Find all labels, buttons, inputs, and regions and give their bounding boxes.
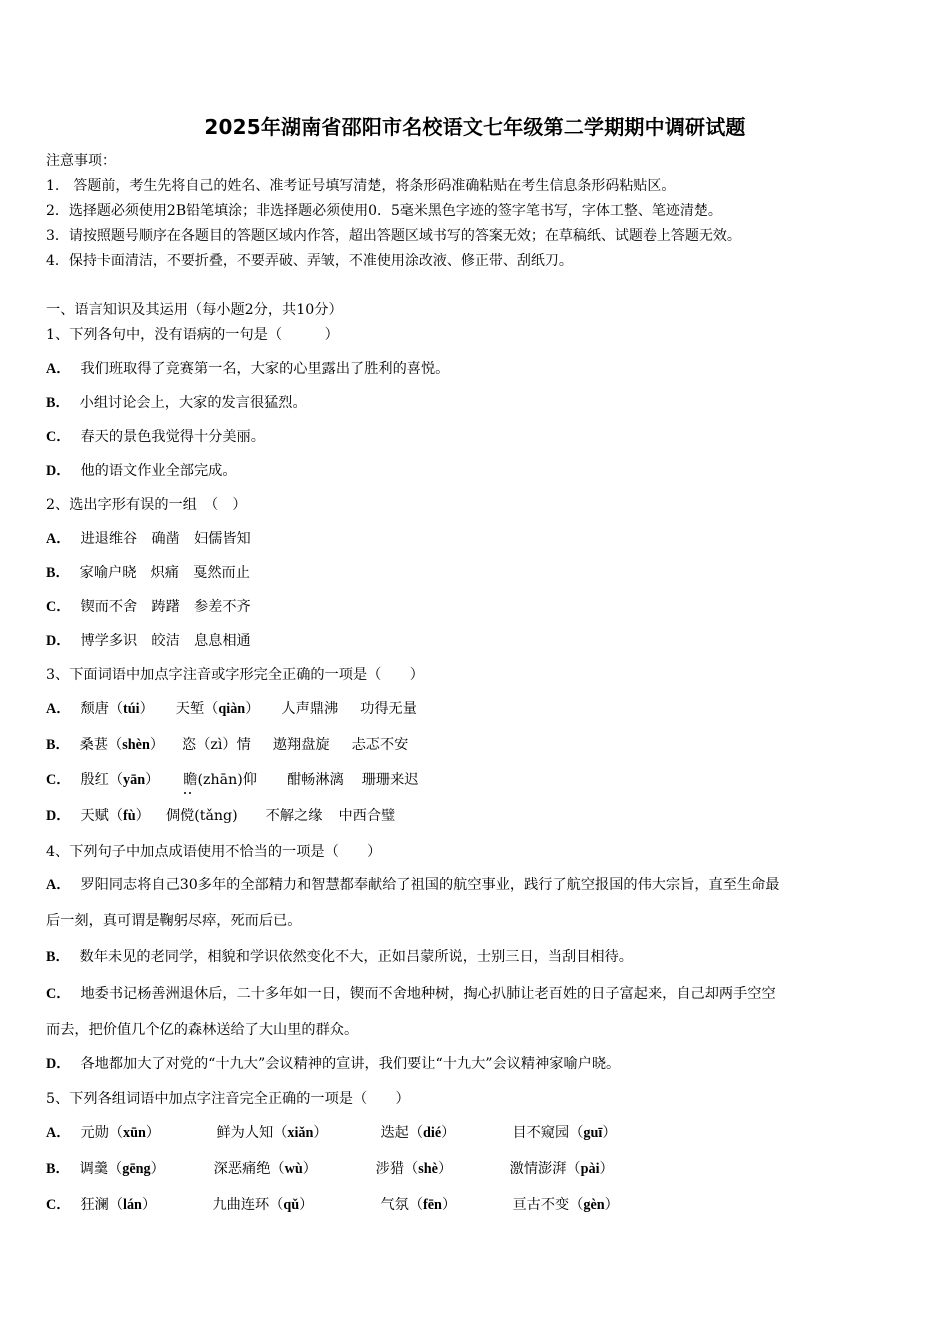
- option-letter: A．: [46, 531, 71, 547]
- option-term: 鲜为人知（: [216, 1125, 288, 1141]
- option-a: [46, 700, 417, 718]
- option-term: ）: [135, 808, 150, 824]
- option-term: 功得无量: [360, 701, 417, 717]
- option-d: [46, 632, 251, 650]
- option-term: 亘古不变（: [512, 1197, 584, 1213]
- option-term: 酣畅淋漓: [286, 772, 344, 788]
- option-letter: A．: [46, 1125, 71, 1141]
- pinyin: túi: [123, 701, 140, 717]
- option-term: 涉猎（: [375, 1161, 419, 1177]
- question-stem: 4、下列句子中加点成语使用不恰当的一项是（ ）: [46, 844, 382, 860]
- option-text: 春天的景色我觉得十分美丽。: [80, 429, 265, 445]
- option-b: [46, 1160, 614, 1178]
- option-term: 目不窥园（: [512, 1125, 584, 1141]
- option-a: [46, 530, 251, 548]
- option-term: 狂澜（: [80, 1197, 124, 1213]
- option-term: 殷红（: [80, 772, 124, 788]
- option-c: [46, 598, 251, 616]
- option-letter: A．: [46, 877, 71, 893]
- option-term: ）: [441, 1125, 456, 1141]
- option-term: 气氛（: [380, 1197, 424, 1213]
- option-term: ）: [599, 1161, 614, 1177]
- option-letter: A．: [46, 701, 71, 717]
- option-text: 小组讨论会上，大家的发言很猛烈。: [79, 395, 307, 411]
- option-c: [46, 985, 776, 1003]
- option-text: 罗阳同志将自己30多年的全部精力和智慧都奉献给了祖国的航空事业，践行了航空报国的伟大宗旨，直至生命最: [80, 877, 780, 893]
- notice-heading: 注意事项：: [46, 153, 116, 169]
- option-term: ）: [245, 701, 260, 717]
- question-stem: 5、下列各组词语中加点字注音完全正确的一项是（ ）: [46, 1091, 410, 1107]
- option-c: [46, 428, 265, 446]
- option-letter: B．: [46, 395, 70, 411]
- pinyin: xiǎn: [287, 1125, 314, 1141]
- option-term: 忐忑不安: [351, 737, 409, 753]
- option-letter: C．: [46, 986, 71, 1002]
- option-text: 进退维谷 确凿 妇儒皆知: [80, 531, 251, 547]
- pinyin: gèn: [583, 1197, 605, 1213]
- option-term: 颓唐（: [80, 701, 124, 717]
- option-c: [46, 1196, 619, 1214]
- option-term: ）: [299, 1197, 314, 1213]
- option-term: 不解之缘: [265, 808, 323, 824]
- option-c: [46, 771, 418, 789]
- option-term: 九曲连环（: [212, 1197, 284, 1213]
- option-term: 中西合璧: [338, 808, 396, 824]
- pinyin: wù: [284, 1161, 303, 1177]
- option-a: [46, 360, 449, 378]
- option-text: 锲而不舍 踌躇 参差不齐: [80, 599, 251, 615]
- option-text: 博学多识 皎洁 息息相通: [80, 633, 251, 649]
- option-term: ）: [145, 1125, 161, 1141]
- section-heading: 一、语言知识及其运用（每小题2分，共10分）: [46, 302, 343, 318]
- option-term: ）: [141, 1197, 157, 1213]
- option-letter: D．: [46, 463, 71, 479]
- question-stem: 2、选出字形有误的一组 （ ）: [46, 497, 247, 513]
- notice-item: 2．选择题必须使用2B铅笔填涂；非选择题必须使用0．5毫米黑色字迹的签字笔书写，字体工整、笔迹清楚。: [46, 203, 722, 219]
- question-stem: 3、下面词语中加点字注音或字形完全正确的一项是（ ）: [46, 667, 424, 683]
- option-letter: D．: [46, 633, 71, 649]
- option-term: ）: [604, 1197, 619, 1213]
- option-term: ）: [602, 1125, 617, 1141]
- pinyin: yān: [123, 772, 146, 788]
- option-text: 各地都加大了对党的“十九大”会议精神的宣讲，我们要让“十九大”会议精神家喻户晓。: [80, 1056, 621, 1072]
- option-term: ）: [149, 737, 165, 753]
- option-letter: B．: [46, 949, 70, 965]
- option-term: ）: [441, 1197, 457, 1213]
- option-letter: C．: [46, 1197, 71, 1213]
- option-text: 家喻户晓 炽痛 戛然而止: [79, 565, 250, 581]
- option-term: 元勋（: [80, 1125, 124, 1141]
- pinyin: lán: [123, 1197, 142, 1213]
- notice-item: 3．请按照题号顺序在各题目的答题区域内作答，超出答题区域书写的答案无效；在草稿纸、试题卷上答题无效。: [46, 228, 741, 244]
- option-term: 深恶痛绝（: [213, 1161, 285, 1177]
- option-a: [46, 1124, 617, 1142]
- option-letter: C．: [46, 772, 71, 788]
- page-title: 2025年湖南省邵阳市名校语文七年级第二学期期中调研试题: [204, 115, 746, 139]
- option-a-continued: 后一刻，真可谓是鞠躬尽瘁，死而后已。: [46, 913, 302, 929]
- option-term: ）: [139, 701, 154, 717]
- option-b: [46, 564, 250, 582]
- option-d: [46, 462, 237, 480]
- pinyin: guī: [583, 1125, 603, 1141]
- option-letter: B．: [46, 565, 70, 581]
- option-term: 人声鼎沸: [281, 701, 339, 717]
- option-term: ）: [437, 1161, 453, 1177]
- option-letter: A．: [46, 361, 71, 377]
- option-letter: C．: [46, 599, 71, 615]
- option-term: 倜傥(tǎng): [165, 808, 238, 824]
- option-text: 我们班取得了竞赛第一名，大家的心里露出了胜利的喜悦。: [80, 361, 450, 377]
- option-letter: B．: [46, 1161, 70, 1177]
- option-term: 天堑（: [175, 701, 219, 717]
- option-term: 天赋（: [80, 808, 124, 824]
- pinyin: fēn: [423, 1197, 442, 1213]
- question-stem: 1、下列各句中，没有语病的一句是（ ）: [46, 327, 339, 343]
- pinyin: shèn: [122, 737, 150, 753]
- pinyin: dié: [423, 1125, 442, 1141]
- option-d: [46, 1055, 620, 1073]
- option-term: 迭起（: [380, 1125, 424, 1141]
- pinyin: qǔ: [283, 1197, 300, 1213]
- option-text: 数年未见的老同学，相貌和学识依然变化不大，正如吕蒙所说，士别三日，当刮目相待。: [79, 949, 633, 965]
- pinyin: pài: [580, 1161, 600, 1177]
- option-text: 地委书记杨善洲退休后，二十多年如一日，锲而不舍地种树，掏心扒肺让老百姓的日子富起来，自己却两手空空: [80, 986, 776, 1002]
- option-d: [46, 807, 395, 825]
- option-b: [46, 394, 307, 412]
- pinyin: xūn: [123, 1125, 146, 1141]
- option-term: 珊珊来迟: [361, 772, 419, 788]
- option-term: 遨翔盘旋: [272, 737, 330, 753]
- option-term: 桑葚（: [79, 737, 123, 753]
- pinyin: shè: [418, 1161, 438, 1177]
- option-letter: B．: [46, 737, 70, 753]
- notice-item: 1. 答题前，考生先将自己的姓名、准考证号填写清楚，将条形码准确粘贴在考生信息条形码粘贴区。: [46, 178, 676, 194]
- option-letter: C．: [46, 429, 71, 445]
- option-term: 调羹（: [79, 1161, 123, 1177]
- option-b: [46, 948, 633, 966]
- option-a: [46, 876, 780, 894]
- option-term: ）: [313, 1125, 328, 1141]
- option-c-continued: 而去，把价值几个亿的森林送给了大山里的群众。: [46, 1022, 359, 1038]
- option-term: ）: [302, 1161, 317, 1177]
- option-term: 激情澎湃（: [509, 1161, 581, 1177]
- pinyin: gēng: [122, 1161, 151, 1177]
- option-b: [46, 736, 408, 754]
- pinyin: qiàn: [218, 701, 246, 717]
- option-letter: D．: [46, 1056, 71, 1072]
- option-term: 瞻(zhān)仰: [183, 772, 257, 788]
- pinyin: fù: [123, 808, 136, 824]
- option-term: 恣（zì）情: [182, 737, 251, 753]
- option-term: ）: [150, 1161, 165, 1177]
- option-text: 他的语文作业全部完成。: [80, 463, 237, 479]
- option-term: ）: [145, 772, 160, 788]
- notice-item: 4．保持卡面清洁，不要折叠，不要弄破、弄皱，不准使用涂改液、修正带、刮纸刀。: [46, 253, 573, 269]
- option-letter: D．: [46, 808, 71, 824]
